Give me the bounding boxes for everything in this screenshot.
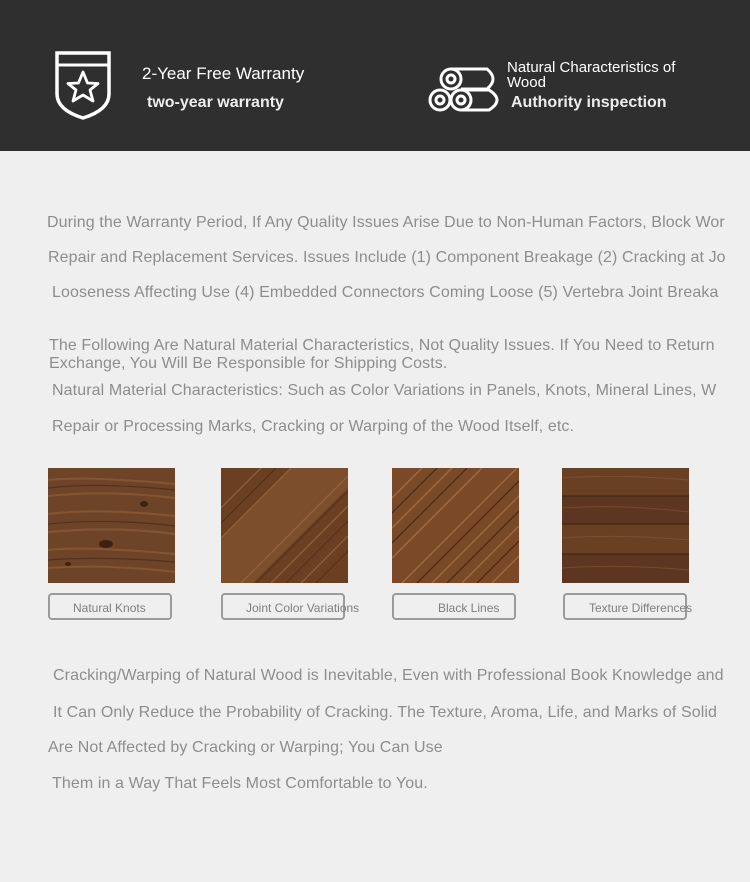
cracking-line: Them in a Way That Feels Most Comfortable to You. — [52, 775, 428, 792]
warranty-subtitle: two-year warranty — [147, 94, 284, 111]
content-area — [0, 151, 750, 882]
wood-sample-joint-image — [221, 468, 348, 583]
natural-line: The Following Are Natural Material Characteristics, Not Quality Issues. If You Need to Return — [49, 337, 715, 354]
warranty-line: During the Warranty Period, If Any Quality Issues Arise Due to Non-Human Factors, Block Wor — [47, 214, 725, 231]
natural-line: Exchange, You Will Be Responsible for Shipping Costs. — [49, 355, 448, 372]
warranty-title: 2-Year Free Warranty — [142, 64, 305, 83]
sample-label: Texture Differences — [563, 593, 687, 620]
logs-icon — [427, 64, 499, 114]
wood-sample-texture-image — [562, 468, 689, 583]
cracking-line: Cracking/Warping of Natural Wood is Inevitable, Even with Professional Book Knowledge and — [53, 667, 724, 684]
wood-sample-knots-image — [48, 468, 175, 583]
natural-line: Natural Material Characteristics: Such as Color Variations in Panels, Knots, Mineral Lines, W — [52, 382, 717, 399]
wood-subtitle: Authority inspection — [511, 94, 667, 111]
wood-title: Natural Characteristics of Wood — [507, 59, 676, 91]
shield-star-icon — [52, 50, 114, 120]
cracking-line: It Can Only Reduce the Probability of Cracking. The Texture, Aroma, Life, and Marks of Solid — [53, 704, 718, 721]
warranty-banner — [0, 0, 750, 151]
wood-sample-black-lines-image — [392, 468, 519, 583]
natural-line: Repair or Processing Marks, Cracking or Warping of the Wood Itself, etc. — [52, 418, 575, 435]
sample-label: Joint Color Variations — [221, 593, 345, 620]
cracking-line: Are Not Affected by Cracking or Warping; You Can Use — [48, 739, 443, 756]
sample-label: Natural Knots — [48, 593, 172, 620]
warranty-line: Looseness Affecting Use (4) Embedded Connectors Coming Loose (5) Vertebra Joint Breaka — [52, 284, 719, 301]
warranty-line: Repair and Replacement Services. Issues Include (1) Component Breakage (2) Cracking at Jo — [48, 249, 726, 266]
sample-label: Black Lines — [392, 593, 516, 620]
